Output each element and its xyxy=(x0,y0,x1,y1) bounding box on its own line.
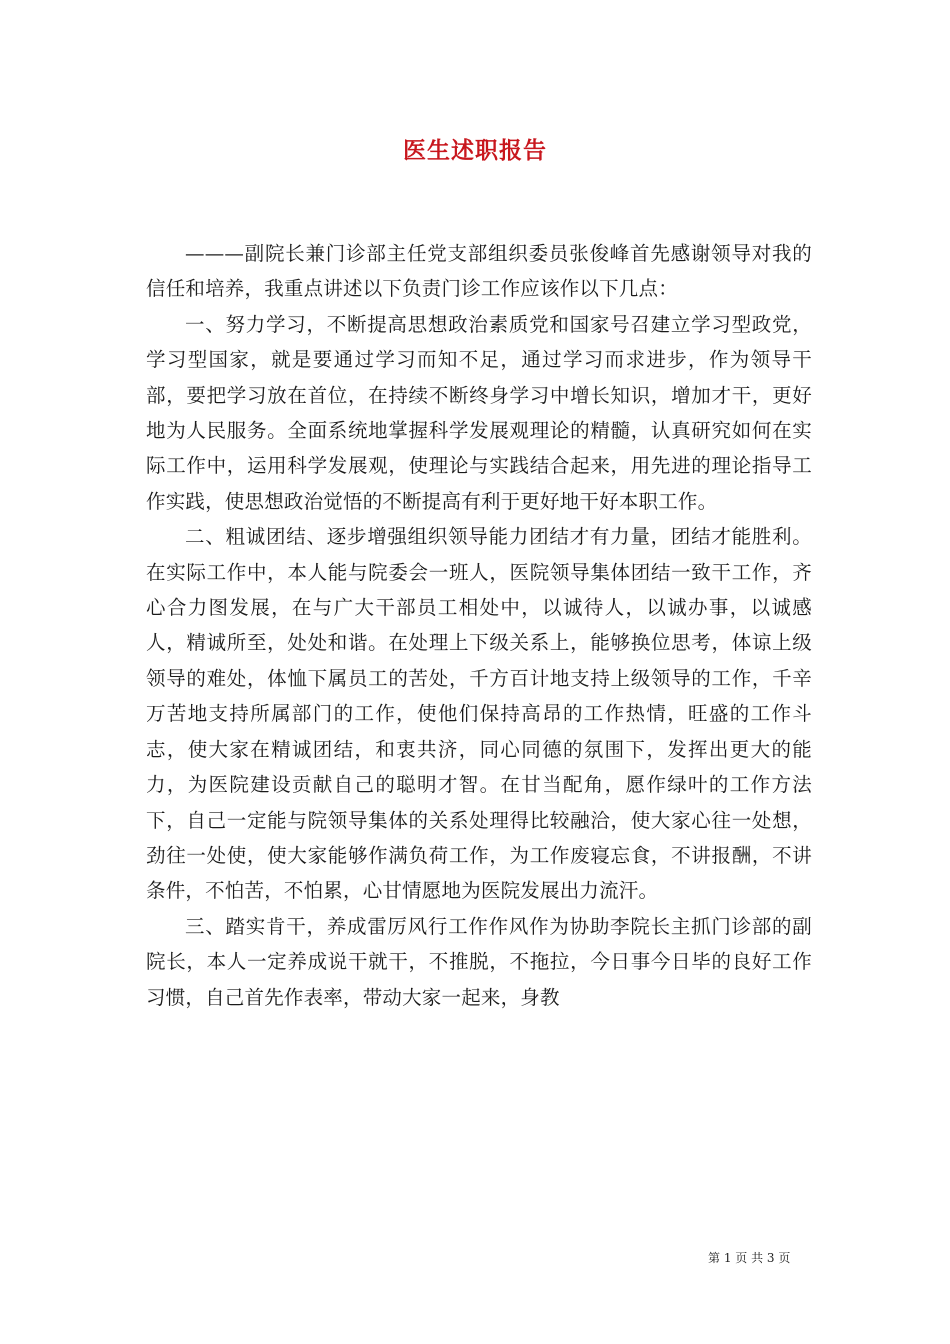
paragraph-intro: ———副院长兼门诊部主任党支部组织委员张俊峰首先感谢领导对我的信任和培养，我重点讲述以下负责门诊工作应该作以下几点： xyxy=(146,242,812,301)
document-title: 医生述职报告 xyxy=(403,137,547,164)
paragraph-section-3: 三、踏实肯干，养成雷厉风行工作作风作为协助李院长主抓门诊部的副院长，本人一定养成说干就干，不推脱，不拖拉，今日事今日毕的良好工作习惯，自己首先作表率，带动大家一起来，身教 xyxy=(146,914,812,1009)
paragraph-section-1: 一、努力学习，不断提高思想政治素质党和国家号召建立学习型政党，学习型国家，就是要通过学习而知不足，通过学习而求进步，作为领导干部，要把学习放在首位，在持续不断终身学习中增长知识，增加才干，更好地为人民服务。全面系统地掌握科学发展观理论的精髓，认真研究如何在实际工作中，运用科学发展观，使理论与实践结合起来，用先进的理论指导工作实践，使思想政治觉悟的不断提高有利于更好地干好本职工作。 xyxy=(146,312,812,513)
paragraph-section-2: 二、粗诚团结、逐步增强组织领导能力团结才有力量，团结才能胜利。在实际工作中，本人能与院委会一班人，医院领导集体团结一致干工作，齐心合力图发展，在与广大干部员工相处中，以诚待人，以诚办事，以诚感人，精诚所至，处处和谐。在处理上下级关系上，能够换位思考，体谅上级领导的难处，体恤下属员工的苦处，千方百计地支持上级领导的工作，千辛万苦地支持所属部门的工作，使他们保持高昂的工作热情，旺盛的工作斗志，使大家在精诚团结，和衷共济，同心同德的氛围下，发挥出更大的能力，为医院建设贡献自己的聪明才智。在甘当配角，愿作绿叶的工作方法下，自己一定能与院领导集体的关系处理得比较融洽，使大家心往一处想，劲往一处使，使大家能够作满负荷工作，为工作废寝忘食，不讲报酬，不讲条件，不怕苦，不怕累，心甘情愿地为医院发展出力流汗。 xyxy=(146,525,812,903)
document-body xyxy=(146,236,812,1015)
page-number-footer: 第 1 页 共 3 页 xyxy=(708,1251,791,1265)
